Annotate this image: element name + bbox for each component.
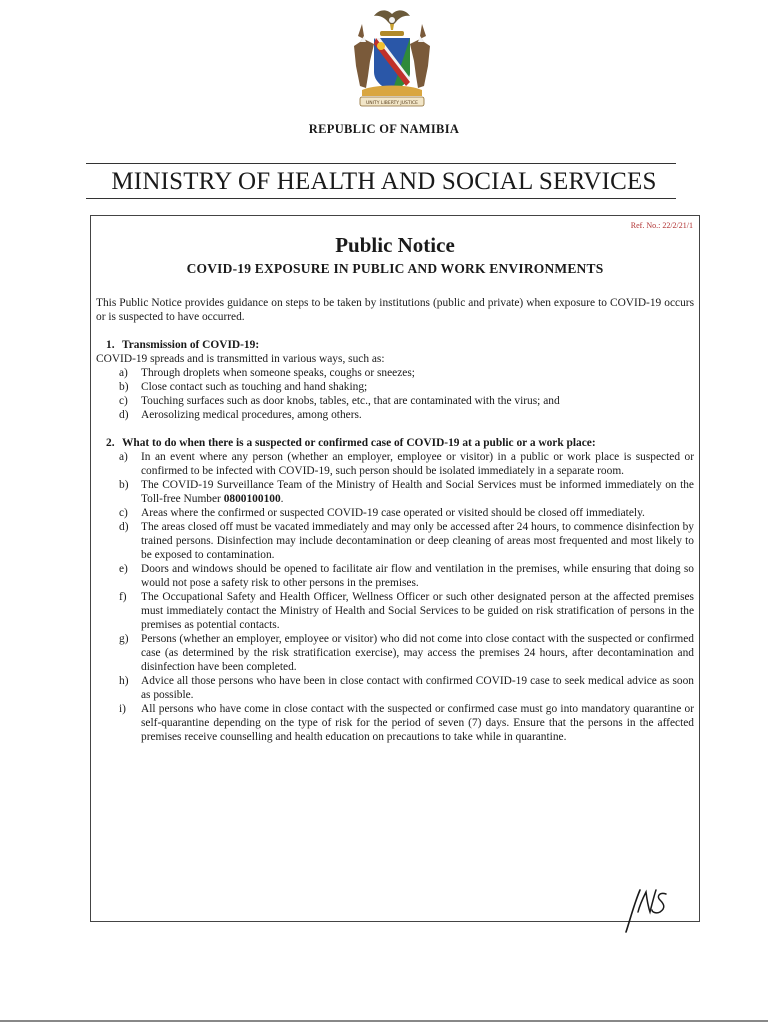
toll-free-number: 0800100100: [223, 493, 281, 505]
ministry-heading: MINISTRY OF HEALTH AND SOCIAL SERVICES: [111, 168, 657, 195]
item-text: Advice all those persons who have been in close contact with confirmed COVID-19 case to seek medical advice as soon as possible.: [141, 675, 694, 701]
item-letter: h): [119, 675, 129, 687]
item-letter: b): [119, 381, 129, 393]
page-bottom-edge: [0, 1020, 768, 1022]
item-text: Doors and windows should be opened to facilitate air flow and ventilation in the premises, while ensuring that doing so would not pose a safety risk to other persons in the premises.: [141, 563, 694, 589]
section-1-list: [96, 366, 694, 422]
section-number: 1.: [106, 339, 115, 351]
list-item: [96, 520, 694, 562]
item-text: Touching surfaces such as door knobs, tables, etc., that are contaminated with the virus; and: [141, 395, 560, 407]
coat-of-arms-emblem: [340, 6, 444, 110]
item-text: All persons who have come in close contact with the suspected or confirmed case must go into mandatory quarantine or self-quarantine depending on the type of risk for the period of seven (7) days. Ensure that the persons in the affected premises receive counselling and health education on precautions to take while in quarantine.: [141, 703, 694, 743]
item-text: Close contact such as touching and hand shaking;: [141, 381, 368, 393]
notice-box: [90, 215, 700, 922]
list-item: [96, 702, 694, 744]
item-letter: b): [119, 479, 129, 491]
list-item: [96, 506, 694, 520]
section-1-lead: COVID-19 spreads and is transmitted in various ways, such as:: [96, 353, 385, 365]
item-text: Areas where the confirmed or suspected COVID-19 case operated or visited should be closed off immediately.: [141, 507, 645, 519]
section-title: What to do when there is a suspected or confirmed case of COVID-19 at a public or a work place:: [122, 437, 596, 449]
item-letter: a): [119, 451, 128, 463]
list-item: [96, 478, 694, 506]
coat-of-arms-motto: UNITY LIBERTY JUSTICE: [366, 101, 418, 106]
item-letter: d): [119, 521, 129, 533]
intro-paragraph: This Public Notice provides guidance on steps to be taken by institutions (public and private) when exposure to COVID-19 occurs or is suspected to have occurred.: [96, 297, 694, 323]
item-text: Aerosolizing medical procedures, among others.: [141, 409, 362, 421]
list-item: [96, 408, 694, 422]
item-letter: g): [119, 633, 129, 645]
list-item: [96, 674, 694, 702]
section-title: Transmission of COVID-19:: [122, 339, 260, 351]
list-item: [96, 366, 694, 380]
item-text: The COVID-19 Surveillance Team of the Ministry of Health and Social Services must be informed immediately on the Toll-free Number: [141, 479, 694, 505]
item-letter: d): [119, 409, 129, 421]
section-number: 2.: [106, 437, 115, 449]
header-rule-top: [86, 163, 676, 164]
list-item: [96, 394, 694, 408]
item-letter: c): [119, 507, 128, 519]
reference-number: Ref. No.: 22/2/21/1: [630, 221, 693, 230]
item-letter: a): [119, 367, 128, 379]
item-letter: e): [119, 563, 128, 575]
item-text: The areas closed off must be vacated immediately and may only be accessed after 24 hours, to commence disinfection by trained persons. Disinfection may include decontamination or deep cleaning of areas most frequented and most likely to be exposed to contamination.: [141, 521, 694, 561]
list-item: [96, 632, 694, 674]
notice-title: Public Notice: [335, 233, 455, 257]
item-text: In an event where any person (whether an employer, employee or visitor) in a public or work place is suspected or confirmed to be infected with COVID-19, such person should be isolated immediately in a separate room.: [141, 451, 694, 477]
item-text: Persons (whether an employer, employee or visitor) who did not come into close contact with the suspected or confirmed case (as determined by the risk stratification exercise), may access the premises 24 hours, after decontamination and disinfection have been completed.: [141, 633, 694, 673]
list-item: [96, 562, 694, 590]
section-1-heading: [96, 338, 694, 352]
list-item: [96, 590, 694, 632]
notice-body: [96, 296, 694, 744]
notice-subtitle: COVID-19 EXPOSURE IN PUBLIC AND WORK ENVIRONMENTS: [186, 261, 604, 276]
section-2-list: [96, 450, 694, 744]
header-rule-bottom: [86, 198, 676, 199]
republic-heading: REPUBLIC OF NAMIBIA: [308, 122, 460, 136]
item-text-end: .: [280, 493, 284, 505]
section-2-heading: [96, 436, 694, 450]
list-item: [96, 450, 694, 478]
item-text: The Occupational Safety and Health Officer, Wellness Officer or such other designated person at the affected premises must immediately contact the Ministry of Health and Social Services to be guided on risk stratification of persons in the premises as potential contacts.: [141, 591, 694, 631]
signature-initials: [622, 882, 668, 934]
item-letter: f): [119, 591, 127, 603]
item-text: Through droplets when someone speaks, coughs or sneezes;: [141, 367, 415, 379]
item-letter: c): [119, 395, 128, 407]
item-letter: i): [119, 703, 126, 715]
list-item: [96, 380, 694, 394]
